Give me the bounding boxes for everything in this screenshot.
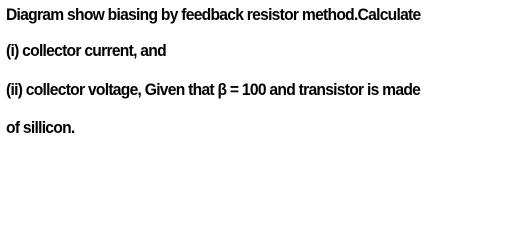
question-line-2: (i) collector current, and xyxy=(6,41,166,60)
question-line-4: of sillicon. xyxy=(6,118,75,137)
question-line-3: (ii) collector voltage, Given that β = 100 and transistor is made xyxy=(6,80,421,99)
question-line-1: Diagram show biasing by feedback resistor method.Calculate xyxy=(6,5,421,24)
